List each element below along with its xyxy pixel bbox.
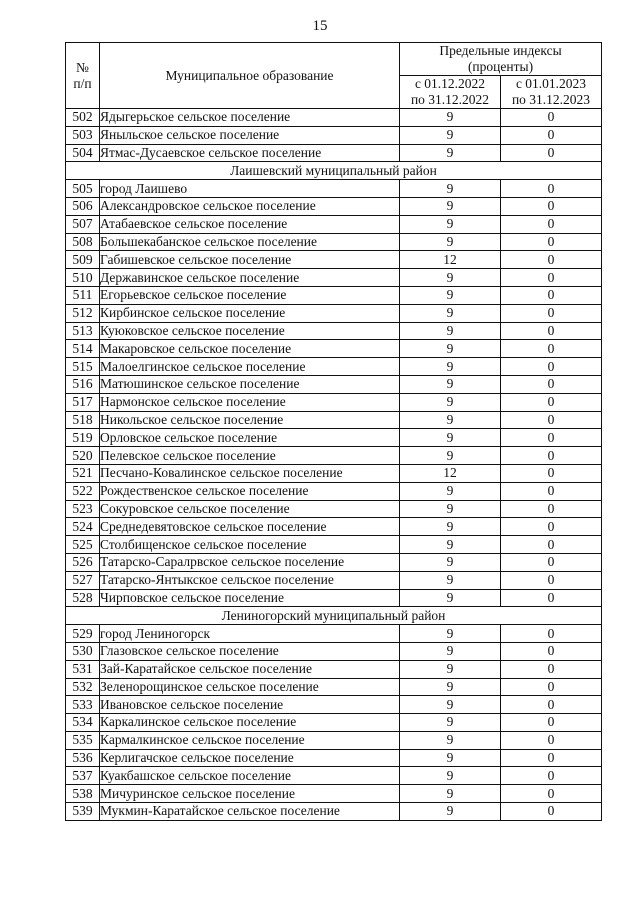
table-row <box>66 197 602 215</box>
index-2022: 9 <box>400 269 501 287</box>
index-2022: 9 <box>400 536 501 554</box>
header-period-2023-end: по 31.12.2023 <box>511 92 591 107</box>
row-number: 539 <box>66 803 100 821</box>
index-2022: 9 <box>400 411 501 429</box>
district-row <box>66 607 602 625</box>
municipality-name: Ядыгерьское сельское поселение <box>100 109 400 127</box>
row-number: 531 <box>66 660 100 678</box>
row-number: 523 <box>66 500 100 518</box>
table-row <box>66 536 602 554</box>
index-2022: 9 <box>400 144 501 162</box>
municipality-name: Зеленорощинское сельское поселение <box>100 678 400 696</box>
index-2023: 0 <box>501 144 602 162</box>
index-2023: 0 <box>501 340 602 358</box>
row-number: 513 <box>66 322 100 340</box>
row-number: 534 <box>66 714 100 732</box>
municipality-name: Мукмин-Каратайское сельское поселение <box>100 803 400 821</box>
index-2022: 9 <box>400 215 501 233</box>
index-2023: 0 <box>501 358 602 376</box>
table-row <box>66 411 602 429</box>
row-number: 529 <box>66 625 100 643</box>
index-2023: 0 <box>501 500 602 518</box>
row-number: 507 <box>66 215 100 233</box>
row-number: 520 <box>66 447 100 465</box>
index-2023: 0 <box>501 785 602 803</box>
index-2022: 9 <box>400 126 501 144</box>
row-number: 506 <box>66 197 100 215</box>
index-2023: 0 <box>501 233 602 251</box>
index-2023: 0 <box>501 589 602 607</box>
index-2022: 9 <box>400 482 501 500</box>
municipality-name: Габишевское сельское поселение <box>100 251 400 269</box>
table-row <box>66 482 602 500</box>
row-number: 518 <box>66 411 100 429</box>
row-number: 519 <box>66 429 100 447</box>
municipality-name: Сокуровское сельское поселение <box>100 500 400 518</box>
municipality-name: Орловское сельское поселение <box>100 429 400 447</box>
municipality-name: Татарско-Саралрвское сельское поселение <box>100 553 400 571</box>
index-2022: 9 <box>400 678 501 696</box>
municipality-name: Чирповское сельское поселение <box>100 589 400 607</box>
index-2023: 0 <box>501 678 602 696</box>
header-period-2023 <box>501 76 602 109</box>
index-2022: 9 <box>400 358 501 376</box>
row-number: 537 <box>66 767 100 785</box>
index-2023: 0 <box>501 429 602 447</box>
index-2022: 9 <box>400 393 501 411</box>
index-2023: 0 <box>501 269 602 287</box>
municipality-name: Ятмас-Дусаевское сельское поселение <box>100 144 400 162</box>
row-number: 528 <box>66 589 100 607</box>
index-2023: 0 <box>501 749 602 767</box>
table-row <box>66 286 602 304</box>
index-2022: 9 <box>400 518 501 536</box>
index-2023: 0 <box>501 126 602 144</box>
index-2023: 0 <box>501 109 602 127</box>
table-row <box>66 749 602 767</box>
index-2022: 9 <box>400 553 501 571</box>
row-number: 525 <box>66 536 100 554</box>
table-row <box>66 589 602 607</box>
municipality-name: Столбищенское сельское поселение <box>100 536 400 554</box>
header-municipality: Муниципальное образование <box>100 43 400 109</box>
municipality-name: Мичуринское сельское поселение <box>100 785 400 803</box>
municipality-name: Матюшинское сельское поселение <box>100 375 400 393</box>
row-number: 510 <box>66 269 100 287</box>
index-2022: 9 <box>400 660 501 678</box>
municipality-name: Кармалкинское сельское поселение <box>100 731 400 749</box>
index-2023: 0 <box>501 625 602 643</box>
index-2022: 9 <box>400 286 501 304</box>
index-2023: 0 <box>501 803 602 821</box>
municipality-name: Ивановское сельское поселение <box>100 696 400 714</box>
index-2023: 0 <box>501 215 602 233</box>
index-2023: 0 <box>501 642 602 660</box>
row-number: 505 <box>66 180 100 198</box>
municipality-name: Александровское сельское поселение <box>100 197 400 215</box>
index-2023: 0 <box>501 536 602 554</box>
table-row <box>66 785 602 803</box>
table-row <box>66 393 602 411</box>
index-2023: 0 <box>501 286 602 304</box>
index-2022: 9 <box>400 375 501 393</box>
table-row <box>66 696 602 714</box>
row-number: 511 <box>66 286 100 304</box>
municipality-name: город Лениногорск <box>100 625 400 643</box>
table-row <box>66 518 602 536</box>
index-2023: 0 <box>501 571 602 589</box>
table-row <box>66 500 602 518</box>
header-period-2022-start: с 01.12.2022 <box>414 76 486 91</box>
index-2022: 9 <box>400 340 501 358</box>
municipality-name: Кирбинское сельское поселение <box>100 304 400 322</box>
table-row <box>66 714 602 732</box>
index-2022: 9 <box>400 180 501 198</box>
index-2023: 0 <box>501 482 602 500</box>
municipality-name: Державинское сельское поселение <box>100 269 400 287</box>
row-number: 517 <box>66 393 100 411</box>
table-row <box>66 429 602 447</box>
header-period-2023-start: с 01.01.2023 <box>515 76 587 91</box>
row-number: 522 <box>66 482 100 500</box>
index-2022: 9 <box>400 696 501 714</box>
table-row <box>66 180 602 198</box>
header-index-group-line2: (проценты) <box>467 59 534 74</box>
header-number-line2: п/п <box>73 75 92 91</box>
index-2023: 0 <box>501 767 602 785</box>
table-row <box>66 553 602 571</box>
index-table <box>65 42 602 821</box>
district-title: Лаишевский муниципальный район <box>66 162 602 180</box>
table-row <box>66 731 602 749</box>
page-number: 15 <box>312 18 328 34</box>
index-2022: 9 <box>400 625 501 643</box>
municipality-name: Каркалинское сельское поселение <box>100 714 400 732</box>
index-2022: 12 <box>400 464 501 482</box>
row-number: 504 <box>66 144 100 162</box>
municipality-name: Нармонское сельское поселение <box>100 393 400 411</box>
index-2022: 9 <box>400 322 501 340</box>
index-2023: 0 <box>501 696 602 714</box>
row-number: 527 <box>66 571 100 589</box>
row-number: 512 <box>66 304 100 322</box>
header-index-group-line1: Предельные индексы <box>439 43 562 58</box>
index-2022: 9 <box>400 500 501 518</box>
municipality-name: город Лаишево <box>100 180 400 198</box>
header-number-line1: № <box>76 59 89 75</box>
municipality-name: Большекабанское сельское поселение <box>100 233 400 251</box>
index-2023: 0 <box>501 322 602 340</box>
index-2022: 9 <box>400 749 501 767</box>
row-number: 509 <box>66 251 100 269</box>
table-row <box>66 340 602 358</box>
municipality-name: Куакбашское сельское поселение <box>100 767 400 785</box>
index-2022: 9 <box>400 767 501 785</box>
index-2022: 9 <box>400 429 501 447</box>
municipality-name: Рождественское сельское поселение <box>100 482 400 500</box>
table-row <box>66 251 602 269</box>
index-2022: 9 <box>400 731 501 749</box>
index-2022: 9 <box>400 589 501 607</box>
table-row <box>66 642 602 660</box>
municipality-name: Керлигачское сельское поселение <box>100 749 400 767</box>
row-number: 538 <box>66 785 100 803</box>
index-2022: 9 <box>400 803 501 821</box>
row-number: 514 <box>66 340 100 358</box>
municipality-name: Макаровское сельское поселение <box>100 340 400 358</box>
index-2023: 0 <box>501 447 602 465</box>
table-row <box>66 109 602 127</box>
header-period-2022-end: по 31.12.2022 <box>410 92 490 107</box>
row-number: 526 <box>66 553 100 571</box>
index-2023: 0 <box>501 375 602 393</box>
table-row <box>66 215 602 233</box>
table-row <box>66 464 602 482</box>
table-row <box>66 625 602 643</box>
municipality-name: Малоелгинское сельское поселение <box>100 358 400 376</box>
index-2022: 9 <box>400 714 501 732</box>
table-row <box>66 269 602 287</box>
row-number: 515 <box>66 358 100 376</box>
index-2023: 0 <box>501 660 602 678</box>
index-2023: 0 <box>501 731 602 749</box>
row-number: 502 <box>66 109 100 127</box>
district-title: Лениногорский муниципальный район <box>66 607 602 625</box>
table-row <box>66 358 602 376</box>
index-2023: 0 <box>501 180 602 198</box>
index-2022: 9 <box>400 571 501 589</box>
row-number: 521 <box>66 464 100 482</box>
table-row <box>66 304 602 322</box>
municipality-name: Никольское сельское поселение <box>100 411 400 429</box>
row-number: 533 <box>66 696 100 714</box>
table-row <box>66 447 602 465</box>
table-row <box>66 767 602 785</box>
index-2023: 0 <box>501 251 602 269</box>
header-period-2022 <box>400 76 501 109</box>
row-number: 530 <box>66 642 100 660</box>
municipality-name: Татарско-Янтыкское сельское поселение <box>100 571 400 589</box>
table-row <box>66 571 602 589</box>
row-number: 532 <box>66 678 100 696</box>
index-2023: 0 <box>501 464 602 482</box>
district-row <box>66 162 602 180</box>
index-2022: 9 <box>400 304 501 322</box>
index-2023: 0 <box>501 518 602 536</box>
index-2022: 9 <box>400 642 501 660</box>
municipality-name: Яныльское сельское поселение <box>100 126 400 144</box>
municipality-name: Атабаевское сельское поселение <box>100 215 400 233</box>
municipality-name: Пелевское сельское поселение <box>100 447 400 465</box>
index-2023: 0 <box>501 197 602 215</box>
municipality-name: Песчано-Ковалинское сельское поселение <box>100 464 400 482</box>
index-2023: 0 <box>501 553 602 571</box>
row-number: 508 <box>66 233 100 251</box>
table-body <box>66 109 602 821</box>
index-2023: 0 <box>501 714 602 732</box>
row-number: 503 <box>66 126 100 144</box>
municipality-name: Зай-Каратайское сельское поселение <box>100 660 400 678</box>
table-row <box>66 375 602 393</box>
municipality-name: Глазовское сельское поселение <box>100 642 400 660</box>
index-2023: 0 <box>501 393 602 411</box>
index-2022: 12 <box>400 251 501 269</box>
table-row <box>66 144 602 162</box>
table-row <box>66 660 602 678</box>
table-row <box>66 233 602 251</box>
index-2022: 9 <box>400 109 501 127</box>
index-2022: 9 <box>400 197 501 215</box>
index-2022: 9 <box>400 447 501 465</box>
index-2023: 0 <box>501 304 602 322</box>
row-number: 516 <box>66 375 100 393</box>
municipality-name: Среднедевятовское сельское поселение <box>100 518 400 536</box>
header-number <box>66 43 100 109</box>
row-number: 535 <box>66 731 100 749</box>
index-2022: 9 <box>400 233 501 251</box>
table-row <box>66 322 602 340</box>
municipality-name: Куюковское сельское поселение <box>100 322 400 340</box>
row-number: 536 <box>66 749 100 767</box>
index-2022: 9 <box>400 785 501 803</box>
table-header <box>66 43 602 109</box>
index-2023: 0 <box>501 411 602 429</box>
table-row <box>66 678 602 696</box>
municipality-name: Егорьевское сельское поселение <box>100 286 400 304</box>
table-row <box>66 803 602 821</box>
table-row <box>66 126 602 144</box>
header-index-group <box>400 43 602 76</box>
row-number: 524 <box>66 518 100 536</box>
